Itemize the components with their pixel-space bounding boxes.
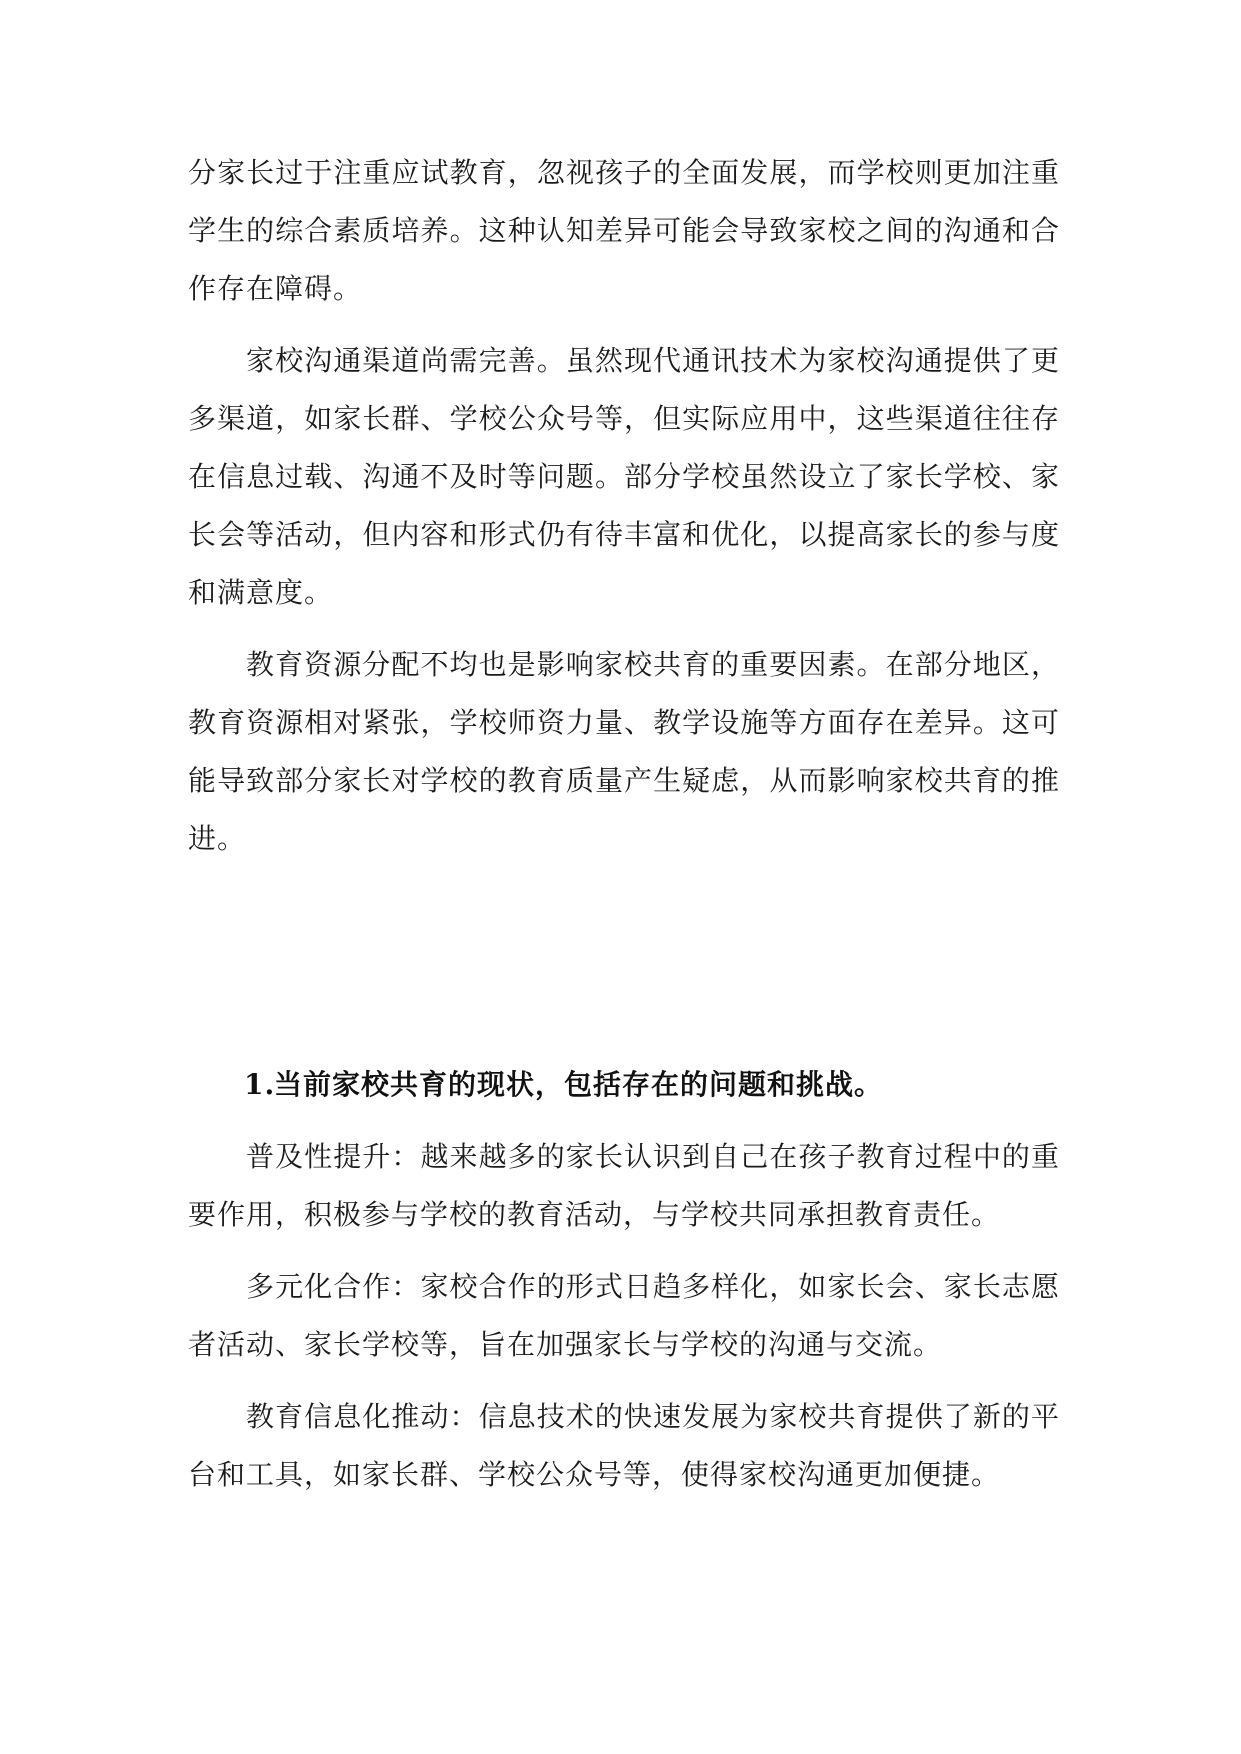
paragraph-gap (188, 1244, 1060, 1258)
body-text-bottom (188, 1128, 1060, 1504)
paragraph-communication-channels: 家校沟通渠道尚需完善。虽然现代通讯技术为家校沟通提供了更多渠道，如家长群、学校公众号等，但实际应用中，这些渠道往往存在信息过载、沟通不及时等问题。部分学校虽然设立了家长学校、家长会等活动，但内容和形式仍有待丰富和优化，以提高家长的参与度和满意度。 (188, 344, 1060, 609)
section-heading (244, 1056, 1064, 1114)
section-heading-text: 当前家校共育的现状，包括存在的问题和挑战。 (274, 1068, 884, 1101)
paragraph-continuation: 分家长过于注重应试教育，忽视孩子的全面发展，而学校则更加注重学生的综合素质培养。这种认知差异可能会导致家校之间的沟通和合作存在障碍。 (188, 156, 1060, 305)
paragraph-gap (188, 318, 1060, 332)
paragraph-informatization: 教育信息化推动：信息技术的快速发展为家校共育提供了新的平台和工具，如家长群、学校公众号等，使得家校沟通更加便捷。 (188, 1400, 1060, 1491)
body-text-top (188, 144, 1060, 868)
paragraph-gap (188, 622, 1060, 636)
paragraph-resource-allocation: 教育资源分配不均也是影响家校共育的重要因素。在部分地区，教育资源相对紧张，学校师资力量、教学设施等方面存在差异。这可能导致部分家长对学校的教育质量产生疑虑，从而影响家校共育的推进。 (188, 648, 1060, 855)
paragraph-diversified-cooperation: 多元化合作：家校合作的形式日趋多样化，如家长会、家长志愿者活动、家长学校等，旨在加强家长与学校的沟通与交流。 (188, 1270, 1060, 1361)
paragraph-popularity: 普及性提升：越来越多的家长认识到自己在孩子教育过程中的重要作用，积极参与学校的教育活动，与学校共同承担教育责任。 (188, 1140, 1060, 1231)
section-heading-number: 1. (244, 1068, 276, 1101)
paragraph-gap (188, 1374, 1060, 1388)
